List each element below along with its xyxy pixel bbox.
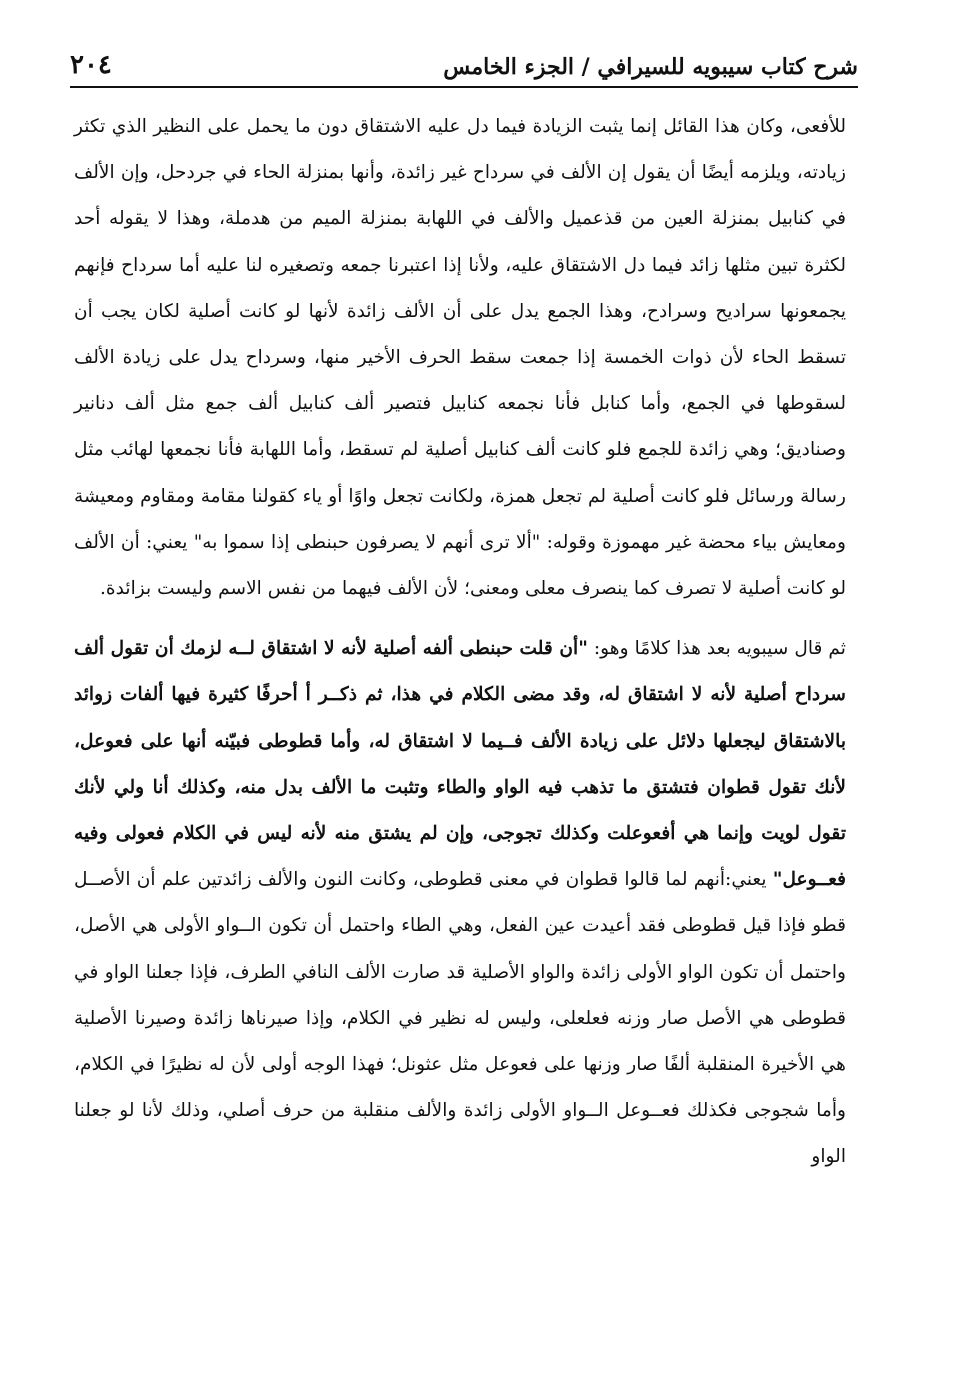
paragraph-1-text: للأفعى، وكان هذا القائل إنما يثبت الزيادة فيما دل عليه الاشتقاق دون ما يحمل على النظير الذي تكثر زيادته، ويلزمه أيضًا أن يقول إن الألف في سرداح غير زائدة، وأنها بمنزلة الحاء في جردحل، وإن الألف في كنابيل بمنزلة العين من قذعميل والألف في اللهابة بمنزلة الميم من هدملة، وهذا لا يقوله أحد لكثرة تبين مثلها زائد فيما دل الاشتقاق عليه، ولأنا إذا اعتبرنا جمعه وتصغيره لنا عليه أما سرداح فإنهم يجمعونها سراديح وسرادح، وهذا الجمع يدل على أن الألف زائدة لأنها لو كانت أصلية لكان يجب أن تسقط الحاء لأن ذوات الخمسة إذا جمعت سقط الحرف الأخير منها، وسرداح يدل على زيادة الألف لسقوطها في الجمع، وأما كنابل فأنا نجمعه كنابيل فتصير ألف كنابيل ألف جمع مثل ألف دنانير وصناديق؛ وهي زائدة للجمع فلو كانت ألف كنابيل أصلية لم تسقط، وأما اللهابة فأنا نجمعها لهائب مثل رسالة ورسائل فلو كانت أصلية لم تجعل همزة، ولكانت تجعل واوًا أو ياء كقولنا مقامة ومقاوم ومعيشة ومعايش بياء محضة غير مهموزة وقوله: "ألا ترى أنهم لا يصرفون حبنطى إذا سموا به" يعني: أن الألف لو كانت أصلية لا تصرف كما ينصرف معلى ومعنى؛ لأن الألف فيهما من نفس الاسم وليست بزائدة.	[74, 116, 846, 600]
page-body	[74, 104, 846, 1181]
paragraph-2-intro: ثم قال سيبويه بعد هذا كلامًا وهو:	[587, 638, 846, 660]
paragraph-2	[74, 626, 846, 1180]
paragraph-1	[74, 104, 846, 612]
sibawayh-quotation: "أن قلت حبنطى ألفه أصلية لأنه لا اشتقاق لــه لزمك أن تقول ألف سرداح أصلية لأنه لا اشتقاق له، وقد مضى الكلام في هذا، ثم ذكــر أ أحرفًا كثيرة فيها ألفات زوائد بالاشتقاق ليجعلها دلائل على زيادة الألف فــيما لا اشتقاق له، وأما قطوطى فبيّنه أنها على فعوعل، لأنك تقول قطوان فتشتق ما تذهب فيه الواو والطاء وتثبت ما الألف بدل منه، وكذلك أنا ولي لأنك تقول لويت وإنما هي أفعوعلت وكذلك تجوجى، وإن لم يشتق منه لأنه ليس في الكلام فعولى وفيه فعــوعل"	[74, 638, 846, 891]
paragraph-2-commentary: يعني:أنهم لما قالوا قطوان في معنى قطوطى، وكانت النون والألف زائدتين علم أن الأصــل قطو فإذا قيل قطوطى فقد أعيدت عين الفعل، وهي الطاء واحتمل أن تكون الــواو الأولى هي الأصل، واحتمل أن تكون الواو الأولى زائدة والواو الأصلية قد صارت الألف النافي الطرف، فإذا جعلنا الواو في قطوطى هي الأصل صار وزنه فعلعلى، وليس له نظير في الكلام، وإذا صيرناها زائدة وصيرنا الأصلية هي الأخيرة المنقلبة ألفًا صار وزنها على فعوعل مثل عثونل؛ فهذا الوجه أولى لأن له نظيرًا في الكلام، وأما شجوجى فكذلك فعــوعل الــواو الأولى زائدة والألف منقلبة من حرف أصلي، وذلك لأنا لو جعلنا الواو	[74, 869, 846, 1168]
page-header	[70, 38, 858, 80]
running-title: شرح كتاب سيبويه للسيرافي / الجزء الخامس	[443, 54, 858, 80]
header-divider	[70, 86, 858, 88]
page-number: ٢٠٤	[70, 50, 112, 80]
